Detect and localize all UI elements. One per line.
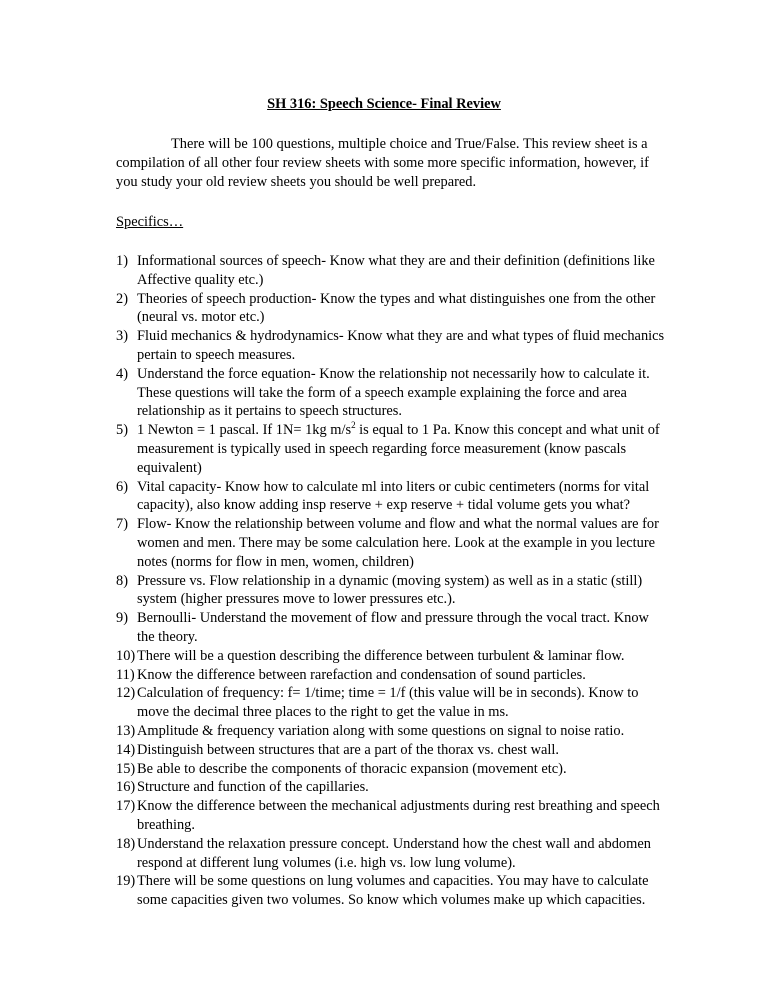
superscript-exponent: 2 (351, 420, 356, 431)
item-text: Understand the relaxation pressure concept. Understand how the chest wall and abdomen respond at different lung volumes (i.e. high vs. low lung volume). (137, 835, 651, 871)
list-item (116, 478, 668, 516)
item-text-before: 1 Newton = 1 pascal. If 1N= 1kg m/s (137, 422, 352, 439)
review-list (116, 252, 668, 910)
item-text-after: is equal to 1 Pa. Know this concept and what unit of measurement is typically used in speech regarding force measurement (know pascals equivalent) (137, 422, 660, 476)
item-text: Understand the force equation- Know the relationship not necessarily how to calculate it. These questions will take the form of a speech example explaining the force and area relationship as it pertains to speech structures. (137, 365, 650, 420)
list-item (116, 684, 668, 722)
page-title: SH 316: Speech Science- Final Review (267, 96, 501, 112)
item-text: There will be some questions on lung volumes and capacities. You may have to calculate some capacities given two volumes. So know which volumes make up which capacities. (137, 873, 649, 909)
list-item (116, 515, 668, 571)
item-text: There will be a question describing the difference between turbulent & laminar flow. (137, 647, 625, 664)
list-item (116, 722, 668, 741)
item-text: Be able to describe the components of thoracic expansion (movement etc). (137, 760, 567, 777)
item-number: 2) (116, 290, 128, 307)
item-number: 10) (116, 647, 136, 664)
item-text: Fluid mechanics & hydrodynamics- Know what they are and what types of fluid mechanics pertain to speech measures. (137, 328, 665, 363)
list-item (116, 572, 668, 610)
list-item (116, 760, 668, 779)
item-number: 8) (116, 572, 128, 589)
item-number: 1) (116, 253, 128, 269)
list-item (116, 872, 668, 910)
item-number: 9) (116, 610, 128, 627)
item-number: 4) (116, 365, 128, 382)
list-item (116, 290, 668, 328)
list-item (116, 647, 668, 666)
list-item (116, 421, 668, 477)
item-text: Informational sources of speech- Know what they are and their definition (definitions like Affective quality etc.) (137, 253, 655, 288)
item-text: Theories of speech production- Know the types and what distinguishes one from the other (neural vs. motor etc.) (137, 290, 656, 326)
item-text: Distinguish between structures that are a part of the thorax vs. chest wall. (137, 741, 560, 758)
item-text: Know the difference between the mechanical adjustments during rest breathing and speech breathing. (137, 798, 660, 833)
list-item (116, 666, 668, 685)
list-item (116, 835, 668, 873)
item-text: Amplitude & frequency variation along with some questions on signal to noise ratio. (137, 722, 625, 739)
item-text: Flow- Know the relationship between volume and flow and what the normal values are for women and men. There may be some calculation here. Look at the example in you lecture notes (norms for flow in men, women, children) (137, 516, 659, 570)
specifics-heading: Specifics… (116, 214, 184, 230)
list-item (116, 365, 668, 421)
item-text: Bernoulli- Understand the movement of flow and pressure through the vocal tract. Know the theory. (137, 610, 649, 645)
item-text (137, 421, 668, 477)
item-number: 5) (116, 422, 128, 439)
item-number: 14) (116, 741, 136, 758)
item-number: 7) (116, 516, 128, 533)
item-number: 16) (116, 779, 136, 796)
list-item (116, 778, 668, 797)
item-text: Know the difference between rarefaction and condensation of sound particles. (137, 666, 586, 683)
item-number: 6) (116, 478, 128, 495)
intro-paragraph: There will be 100 questions, multiple choice and True/False. This review sheet is a compilation of all other four review sheets with some more specific information, however, if you study your old review sheets you should be well prepared. (116, 136, 649, 190)
item-text: Vital capacity- Know how to calculate ml into liters or cubic centimeters (norms for vital capacity), also know adding insp reserve + exp reserve + tidal volume gets you what? (137, 478, 650, 514)
list-item (116, 327, 668, 365)
item-text: Pressure vs. Flow relationship in a dynamic (moving system) as well as in a static (still) system (higher pressures move to lower pressures etc.). (137, 572, 643, 608)
item-number: 12) (116, 685, 136, 702)
list-item (116, 609, 668, 647)
list-item (116, 741, 668, 760)
list-item (116, 252, 668, 290)
item-text: Structure and function of the capillaries. (137, 779, 369, 796)
item-number: 17) (116, 798, 136, 815)
item-number: 15) (116, 760, 136, 777)
item-number: 11) (116, 666, 135, 683)
item-number: 19) (116, 873, 136, 890)
item-number: 18) (116, 835, 136, 852)
item-text: Calculation of frequency: f= 1/time; time = 1/f (this value will be in seconds). Know to move the decimal three places to the right to get the value in ms. (137, 685, 639, 721)
item-number: 3) (116, 328, 128, 345)
item-number: 13) (116, 722, 136, 739)
list-item (116, 797, 668, 835)
